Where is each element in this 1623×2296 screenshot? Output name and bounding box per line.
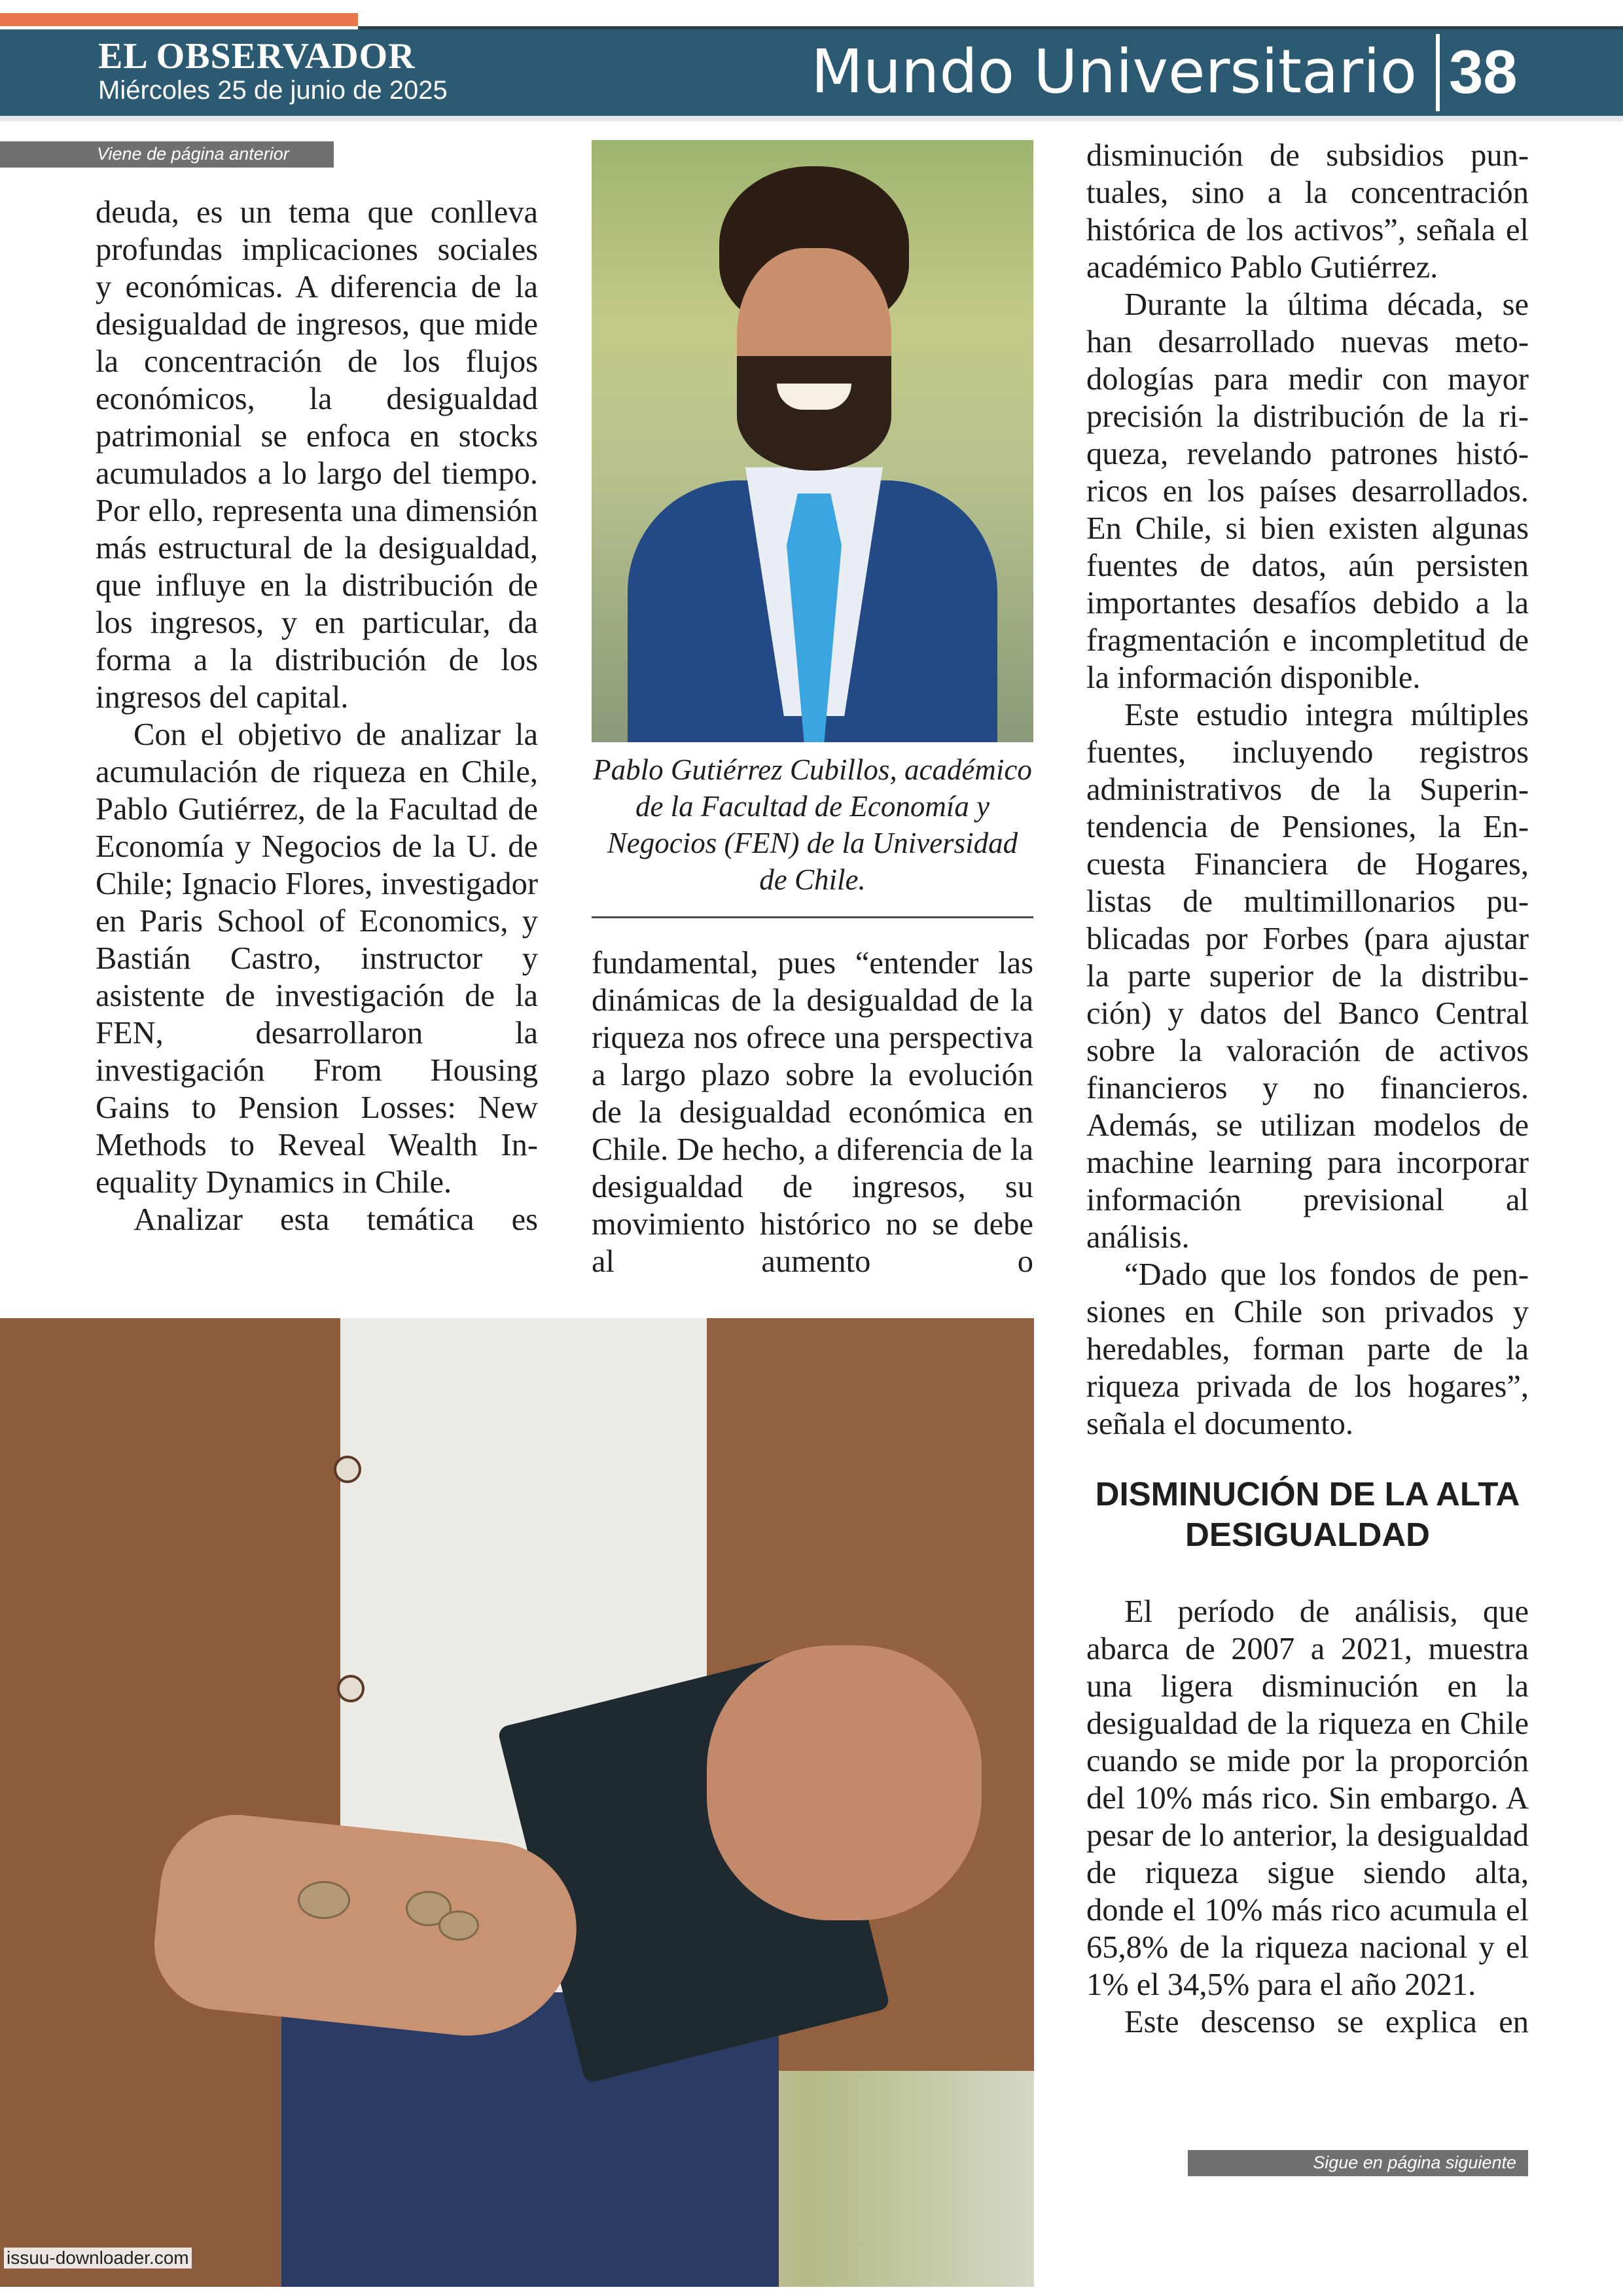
- portrait-beard: [737, 356, 891, 471]
- jacket-button: [334, 1456, 361, 1483]
- article-paragraph: Durante la última década, se han desarrollado nuevas metodologías para medir con mayor precisión la distribución de la riqueza, revelando patrones históricos en los países desarrollados. En Chile, si bien existen algunas fuentes de datos, aún persisten importantes desafíos debido a la fragmentación e incompletitud de la información disponible.: [1086, 287, 1529, 695]
- continued-from-tag: Viene de página anterior: [0, 141, 334, 168]
- empty-wallet-photo: [0, 1318, 1034, 2287]
- continues-on-tag: Sigue en página siguiente: [1188, 2150, 1528, 2176]
- article-paragraph: fundamental, pues “entender las dinámicas de la desigualdad de la riqueza nos ofrece una perspectiva a largo plazo sobre la evolución de la desigualdad económica en Chile. De hecho, a diferencia de la desigualdad de ingresos, su movimiento histórico no se debe al aumento o: [592, 946, 1033, 1279]
- article-paragraph: disminución de subsidios puntuales, sino a la concentración histórica de los activos”, señala el académico Pablo Gutiérrez.: [1086, 138, 1529, 285]
- article-paragraph: Este estudio integra múltiples fuentes, incluyendo registros administrativos de la Superintendencia de Pensiones, la Encuesta Financiera de Hogares, listas de multimillonarios publicadas por Forbes (para ajustar la parte superior de la distribución) y datos del Banco Central sobre la valoración de activos financieros y no financieros. Además, se utilizan modelos de machine learning para incorporar información previsional al análisis.: [1086, 698, 1529, 1255]
- photo-right-hand: [707, 1645, 982, 1920]
- article-paragraph: El período de análisis, que abarca de 2007 a 2021, muestra una ligera disminución en la desigualdad de la riqueza en Chile cuando se mide por la proporción del 10% más rico. Sin embargo. A pesar de lo anterior, la desigualdad de riqueza sigue siendo alta, donde el 10% más rico acumula el 65,8% de la riqueza nacional y el 1% el 34,5% para el año 2021.: [1086, 1594, 1529, 2002]
- page-number: 38: [1449, 37, 1518, 106]
- section-subheading: DISMINUCIÓN DE LA ALTA DESIGUALDAD: [1095, 1475, 1520, 1553]
- article-paragraph: Analizar esta temática es: [134, 1202, 538, 1237]
- caption-rule: [592, 916, 1033, 918]
- header-bottom-rule: [0, 116, 1623, 121]
- header-divider: [1436, 34, 1440, 111]
- photo-coin: [298, 1881, 350, 1919]
- author-portrait-photo: [592, 140, 1033, 742]
- jacket-button: [337, 1675, 365, 1702]
- article-paragraph: deuda, es un tema que conlleva profundas implicaciones sociales y económicas. A diferencia de la desigualdad de ingresos, que mide la concentración de los flujos económicos, la desigualdad patrimonial se enfoca en stocks acumulados a lo largo del tiempo. Por ello, representa una dimensión más estructural de la desigualdad, que influye en la distribución de los ingresos, y en particular, da forma a la distribución de los ingresos del capital.: [96, 195, 538, 715]
- section-title: Mundo Universitario: [811, 37, 1417, 107]
- masthead: EL OBSERVADOR: [98, 36, 416, 77]
- article-column-1: [96, 194, 538, 1238]
- article-column-3: [1086, 137, 1529, 1443]
- photo-coin: [438, 1910, 479, 1941]
- article-paragraph: “Dado que los fondos de pensiones en Chile son privados y heredables, forman parte de la riqueza privada de los hogares”, señala el documento.: [1086, 1257, 1529, 1441]
- article-paragraph: Con el objetivo de analizar la acumulación de riqueza en Chile, Pablo Gutiérrez, de la Facultad de Economía y Negocios de la U. de Chile; Ignacio Flores, investigador en Paris School of Economics, y Bastián Castro, instructor y asistente de investigación de la FEN, desarrollaron la investigación From Housing Gains to Pension Losses: New Methods to Reveal Wealth Inequality Dynamics in Chile.: [96, 717, 538, 1200]
- publication-date: Miércoles 25 de junio de 2025: [98, 76, 448, 105]
- watermark-text: issuu-downloader.com: [4, 2248, 192, 2269]
- header-accent-bar: [0, 13, 358, 26]
- article-column-2: [592, 944, 1033, 1280]
- article-paragraph: Este descenso se explica en: [1124, 2005, 1529, 2039]
- photo-caption: Pablo Gutiérrez Cubillos, académico de la Facultad de Economía y Negocios (FEN) de la Universidad de Chile.: [593, 753, 1032, 896]
- article-column-3-continued: [1086, 1593, 1529, 2041]
